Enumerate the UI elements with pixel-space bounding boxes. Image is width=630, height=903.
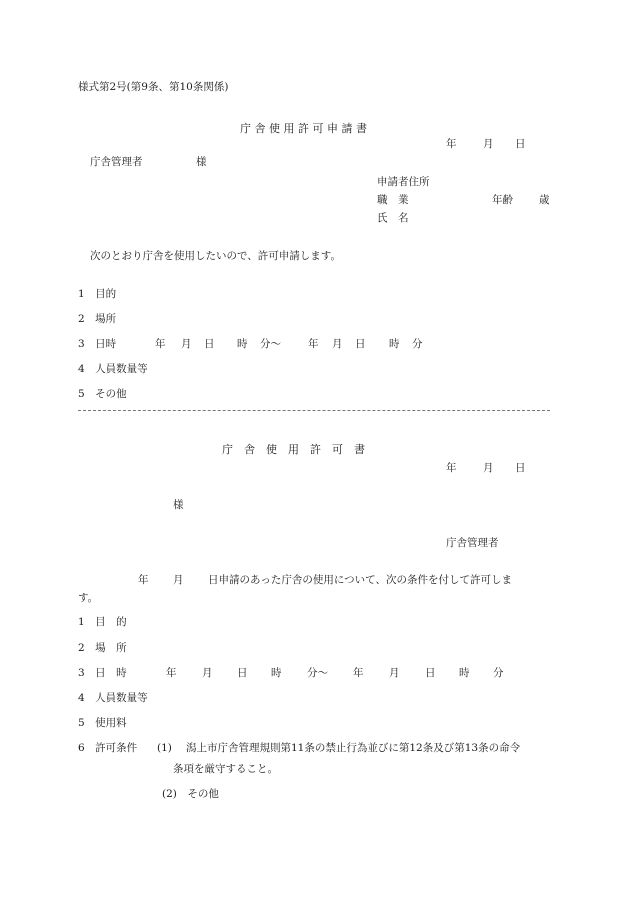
- permit-body-month: 月: [173, 574, 184, 586]
- occupation-label: 職 業: [377, 194, 409, 206]
- permit-condition-1-number: (1): [157, 742, 172, 754]
- permit-dt-end-year: 年: [353, 667, 364, 679]
- section-divider: [78, 410, 550, 411]
- permit-dt-start-month: 月: [202, 667, 213, 679]
- permit-item-fee: 5 使用料: [78, 717, 127, 729]
- app-dt-end-day: 日: [355, 338, 366, 350]
- application-date-day: 日: [515, 138, 526, 150]
- permit-condition-2: (2) その他: [162, 788, 219, 800]
- application-intro: 次のとおり庁舎を使用したいので、許可申請します。: [90, 250, 341, 262]
- application-date-month: 月: [483, 138, 494, 150]
- permit-item-conditions: 6 許可条件: [78, 742, 138, 754]
- permit-dt-end-min: 分: [493, 667, 504, 679]
- addressee: 庁舎管理者: [90, 156, 143, 168]
- permit-dt-start-hour: 時: [271, 667, 282, 679]
- app-dt-end-hour: 時: [389, 338, 400, 350]
- applicant-address-label: 申請者住所: [377, 176, 430, 188]
- form-number: 様式第2号(第9条、第10条関係): [78, 81, 229, 93]
- permit-body-text-line1: 日申請のあった庁舎の使用について、次の条件を付して許可しま: [208, 574, 512, 586]
- application-date-year: 年: [446, 138, 457, 150]
- app-item-other: 5 その他: [78, 388, 127, 400]
- permit-condition-1-text-line2: 条項を厳守すること。: [173, 763, 278, 775]
- app-item-people: 4 人員数量等: [78, 363, 148, 375]
- permit-date-month: 月: [483, 462, 494, 474]
- app-item-datetime: 3 日時: [78, 338, 117, 350]
- permit-item-purpose: 1 目 的: [78, 616, 127, 628]
- app-item-place: 2 場所: [78, 313, 117, 325]
- application-title: 庁 舎 使 用 許 可 申 請 書: [240, 122, 367, 135]
- app-dt-end-year: 年: [308, 338, 319, 350]
- permit-title: 庁 舎 使 用 許 可 書: [222, 443, 365, 456]
- permit-item-place: 2 場 所: [78, 642, 127, 654]
- app-dt-start-hour: 時: [237, 338, 248, 350]
- permit-issuer: 庁舎管理者: [446, 537, 499, 549]
- app-dt-end-month: 月: [332, 338, 343, 350]
- permit-recipient-honorific: 様: [173, 499, 184, 511]
- app-dt-start-day: 日: [204, 338, 215, 350]
- permit-dt-end-day: 日: [425, 667, 436, 679]
- age-unit: 歳: [539, 194, 550, 206]
- addressee-honorific: 様: [196, 156, 207, 168]
- name-label: 氏 名: [377, 212, 409, 224]
- permit-dt-end-month: 月: [389, 667, 400, 679]
- permit-dt-start-year: 年: [166, 667, 177, 679]
- permit-dt-start-min: 分〜: [307, 667, 328, 679]
- permit-dt-end-hour: 時: [459, 667, 470, 679]
- app-dt-start-min: 分〜: [260, 338, 281, 350]
- permit-item-datetime: 3 日 時: [78, 667, 127, 679]
- permit-item-people: 4 人員数量等: [78, 692, 148, 704]
- permit-body-year: 年: [138, 574, 149, 586]
- permit-condition-1-text-line1: 潟上市庁舎管理規則第11条の禁止行為並びに第12条及び第13条の命令: [186, 742, 521, 754]
- app-dt-start-year: 年: [155, 338, 166, 350]
- app-dt-end-min: 分: [412, 338, 423, 350]
- app-dt-start-month: 月: [181, 338, 192, 350]
- permit-date-day: 日: [515, 462, 526, 474]
- app-item-purpose: 1 目的: [78, 288, 117, 300]
- permit-body-text-line2: す。: [78, 592, 99, 604]
- age-label: 年齢: [492, 194, 513, 206]
- permit-dt-start-day: 日: [237, 667, 248, 679]
- permit-date-year: 年: [446, 462, 457, 474]
